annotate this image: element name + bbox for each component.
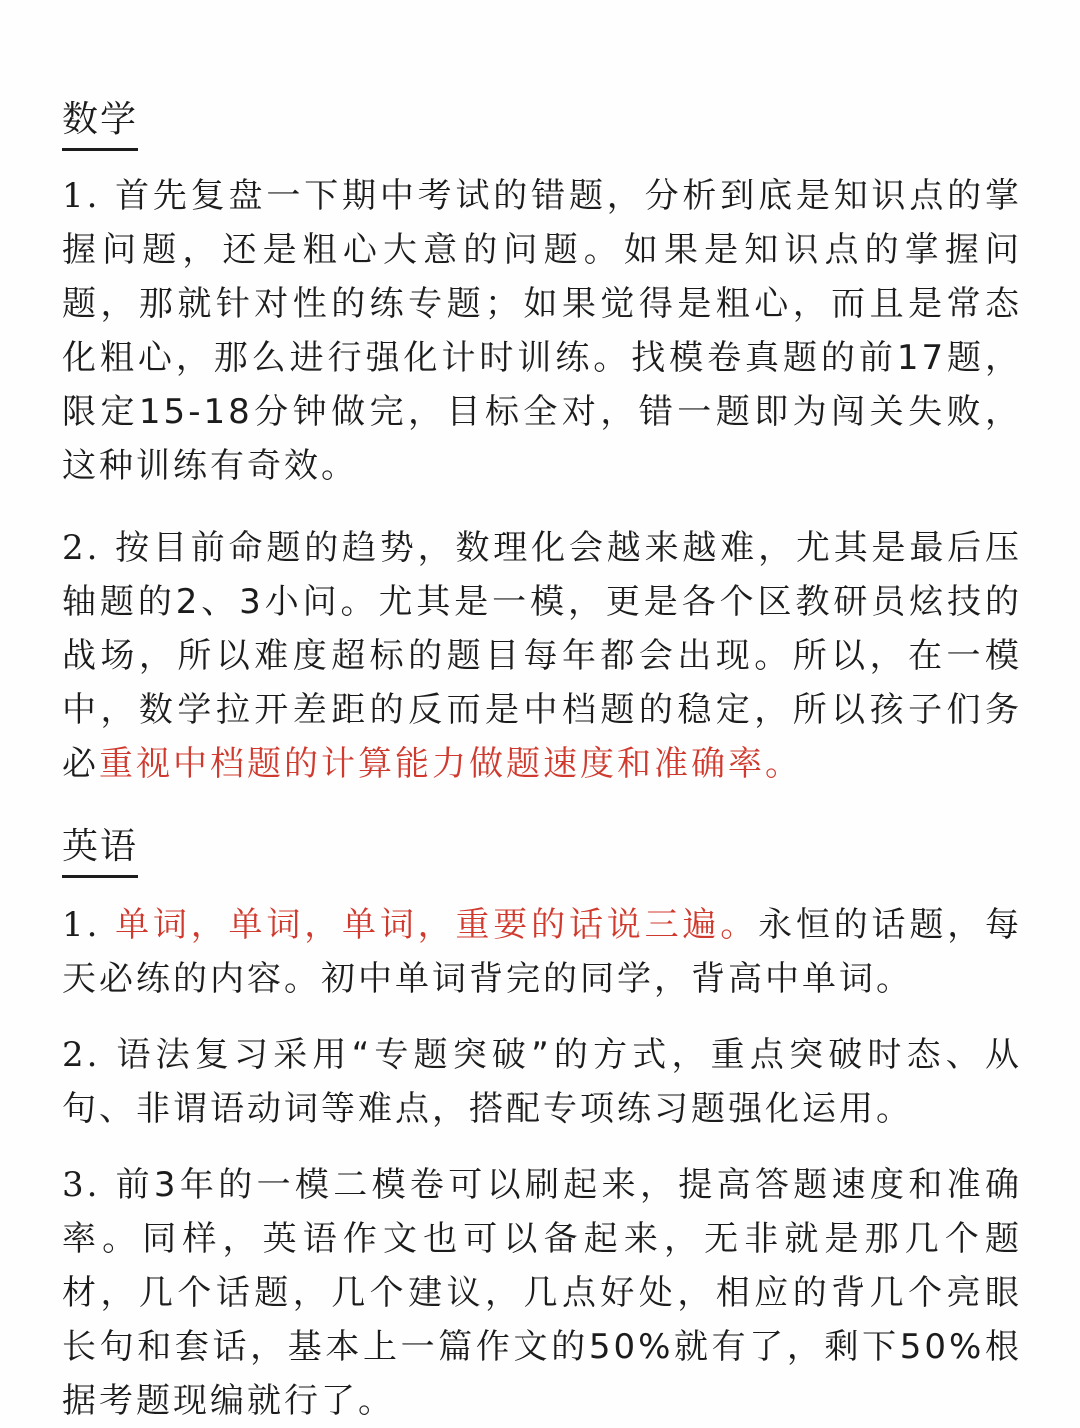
math-section [62, 94, 1022, 791]
list-number: 2. [62, 1035, 117, 1075]
list-number: 1. [62, 905, 116, 945]
english-heading: 英语 [62, 821, 138, 878]
english-paragraph-1 [62, 898, 1022, 1006]
list-number: 3. [62, 1165, 116, 1205]
paragraph-text: 永恒的话题，每天必练的内容。初中单词背完的同学，背高中单词。 [62, 905, 1023, 999]
paragraph-text: 按目前命题的趋势，数理化会越来越难，尤其是最后压轴题的2、3小问。尤其是一模，更是各个区教研员炫技的战场，所以难度超标的题目每年都会出现。所以，在一模中，数学拉开差距的反而是中档题的稳定，所以孩子们务必 [62, 528, 1023, 784]
english-paragraph-2 [62, 1028, 1022, 1136]
paragraph-text: 前3年的一模二模卷可以刷起来，提高答题速度和准确率。同样，英语作文也可以备起来，无非就是那几个题材，几个话题，几个建议，几点好处，相应的背几个亮眼长句和套话，基本上一篇作文的50%就有了，剩下50%根据考题现编就行了。 [62, 1165, 1022, 1421]
paragraph-text: 语法复习采用“专题突破”的方式，重点突破时态、从句、非谓语动词等难点，搭配专项练习题强化运用。 [62, 1035, 1022, 1129]
list-number: 1. [62, 176, 116, 216]
english-paragraph-3 [62, 1158, 1022, 1428]
paragraph-text: 首先复盘一下期中考试的错题，分析到底是知识点的掌握问题，还是粗心大意的问题。如果是知识点的掌握问题，那就针对性的练专题；如果觉得是粗心，而且是常态化粗心，那么进行强化计时训练。找模卷真题的前17题，限定15-18分钟做完，目标全对，错一题即为闯关失败，这种训练有奇效。 [62, 176, 1023, 486]
english-section [62, 821, 1022, 1428]
highlight-text: 重视中档题的计算能力做题速度和准确率。 [99, 744, 802, 784]
highlight-text: 单词，单词，单词，重要的话说三遍。 [115, 905, 759, 945]
math-paragraph-1 [62, 169, 1022, 493]
math-paragraph-2 [62, 521, 1022, 791]
list-number: 2. [62, 528, 116, 568]
math-heading: 数学 [62, 94, 138, 151]
